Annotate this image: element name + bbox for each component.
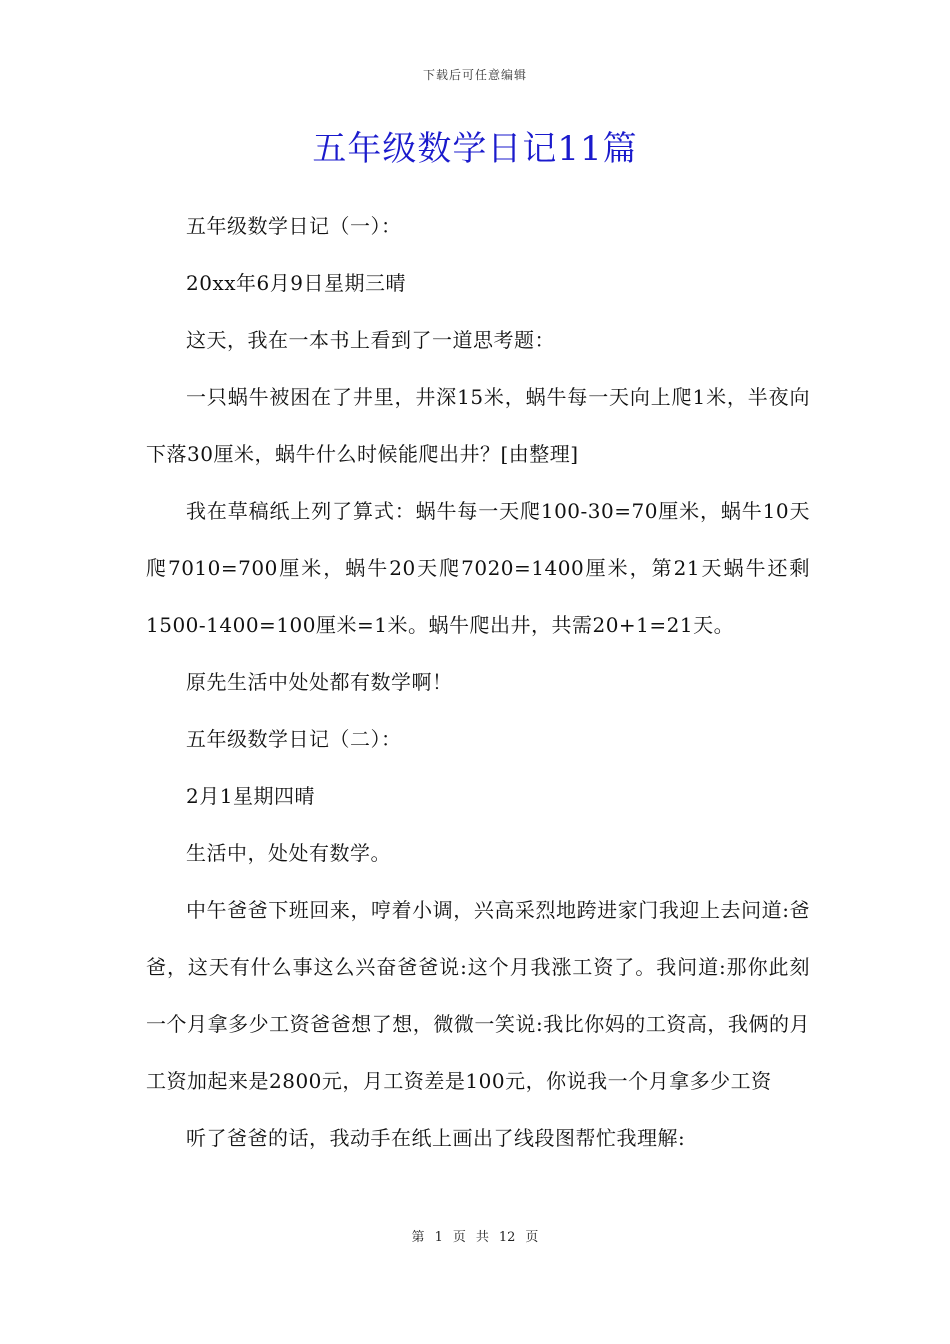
diary-date-2: 2月1星期四晴 [186,784,315,808]
body-paragraph: 原先生活中处处都有数学啊！ [186,670,453,694]
document-body [146,198,810,1167]
header-note: 下载后可任意编辑 [422,68,527,82]
footer-prefix: 第 [411,1230,425,1245]
body-paragraph: 一只蜗牛被困在了井里，井深15米，蜗牛每一天向上爬1米，半夜向下落30厘米，蜗牛什么时候能爬出井？[由整理] [146,385,810,466]
footer-suffix: 页 [525,1230,539,1245]
footer-total-prefix: 共 [475,1230,489,1245]
footer-page-number: 1 [434,1230,443,1245]
footer-total-pages: 12 [498,1230,516,1245]
document-title: 五年级数学日记11篇 [312,129,638,169]
body-paragraph: 这天，我在一本书上看到了一道思考题： [186,328,555,352]
body-paragraph: 我在草稿纸上列了算式：蜗牛每一天爬100-30=70厘米，蜗牛10天爬7010=700厘米，蜗牛20天爬7020=1400厘米，第21天蜗牛还剩1500-1400=100厘米=1米。蜗牛爬出井，共需20+1=21天。 [146,499,810,637]
body-paragraph: 中午爸爸下班回来，哼着小调，兴高采烈地跨进家门我迎上去问道:爸爸，这天有什么事这么兴奋爸爸说:这个月我涨工资了。我问道:那你此刻一个月拿多少工资爸爸想了想，微微一笑说:我比你妈的工资高，我俩的月工资加起来是2800元，月工资差是100元，你说我一个月拿多少工资 [146,898,810,1093]
diary-date-1: 20xx年6月9日星期三晴 [186,271,406,295]
page-footer [0,1226,950,1245]
section-heading-1: 五年级数学日记（一）： [186,214,402,238]
body-paragraph: 听了爸爸的话，我动手在纸上画出了线段图帮忙我理解: [186,1126,686,1150]
body-paragraph: 生活中，处处有数学。 [186,841,391,865]
section-heading-2: 五年级数学日记（二）： [186,727,402,751]
footer-page-word: 页 [452,1230,466,1245]
